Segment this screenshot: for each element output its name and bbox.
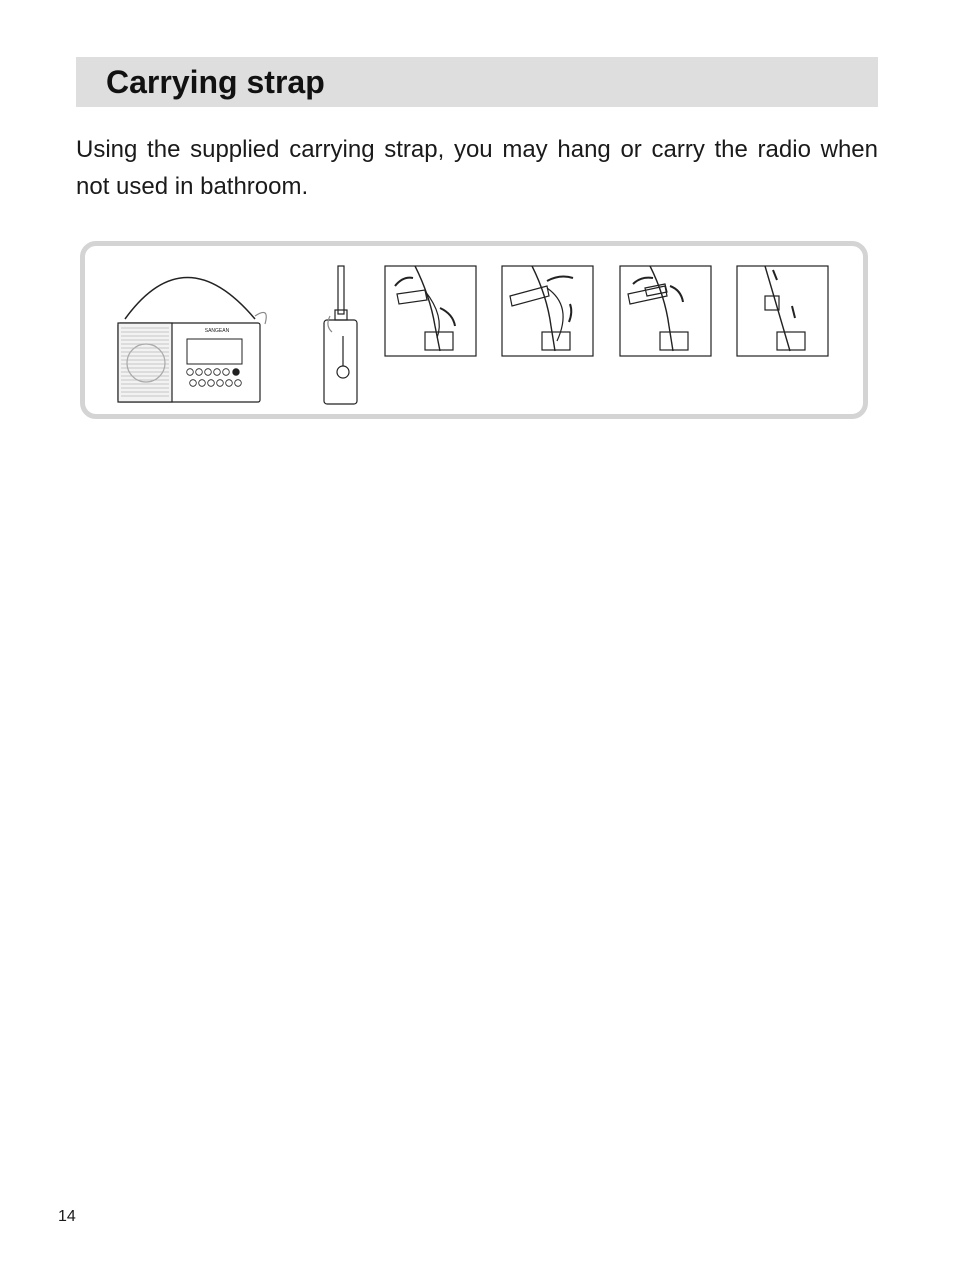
- carrying-strap-illustration: [80, 241, 868, 419]
- section-body-text: Using the supplied carrying strap, you may hang or carry the radio when not used in bathroom.: [76, 136, 878, 200]
- radio-brand-label: SANGEAN: [204, 328, 230, 334]
- radio-side-view: [324, 266, 357, 404]
- section-title: Carrying strap: [106, 64, 325, 100]
- strap-step-3: [620, 266, 711, 356]
- illustration-canvas: [85, 246, 863, 414]
- strap-step-2: [502, 266, 593, 356]
- page-number: 14: [58, 1208, 76, 1225]
- strap-step-1: [385, 266, 476, 356]
- strap-step-4: [737, 266, 828, 356]
- section-heading-band: [76, 57, 878, 107]
- radio-front-view: [118, 278, 266, 403]
